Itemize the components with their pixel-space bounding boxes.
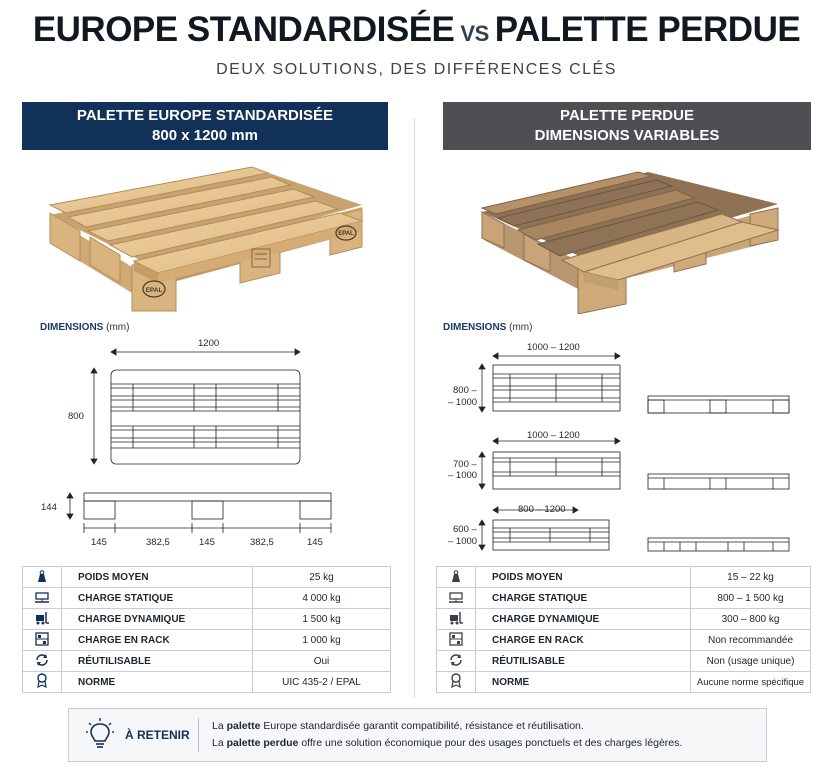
spec-label: RÉUTILISABLE xyxy=(62,651,253,672)
weight-icon xyxy=(437,567,476,588)
variant2-width-a: 700 – xyxy=(453,459,477,470)
left-dims-title: DIMENSIONS xyxy=(40,322,104,333)
dim-length-label: 1200 xyxy=(198,338,220,349)
forklift-icon xyxy=(23,609,62,630)
banner-perdue xyxy=(443,102,811,150)
rack-icon xyxy=(437,630,476,651)
perdue-pallet-image xyxy=(478,168,790,314)
table-row xyxy=(437,672,811,693)
left-dims-label xyxy=(40,322,129,333)
spec-label: CHARGE DYNAMIQUE xyxy=(62,609,253,630)
banner-europe xyxy=(22,102,388,150)
table-row xyxy=(23,609,391,630)
banner-perdue-title: PALETTE PERDUE xyxy=(560,107,694,124)
recycle-icon xyxy=(437,651,476,672)
table-row xyxy=(23,672,391,693)
spec-label: NORME xyxy=(476,672,691,693)
spec-label: NORME xyxy=(62,672,253,693)
variant1-width-a: 800 – xyxy=(453,385,477,396)
table-row xyxy=(23,630,391,651)
variant1-width-b: – 1000 xyxy=(448,397,478,408)
variant1-length: 1000 – 1200 xyxy=(527,342,580,353)
forklift-icon xyxy=(437,609,476,630)
epal-stamp-side: EPAL xyxy=(338,231,354,237)
table-row xyxy=(437,609,811,630)
spec-label: CHARGE EN RACK xyxy=(62,630,253,651)
variant2-width-b: – 1000 xyxy=(448,470,478,481)
spec-value: 300 – 800 kg xyxy=(691,609,811,630)
spec-label: CHARGE DYNAMIQUE xyxy=(476,609,691,630)
table-row xyxy=(437,567,811,588)
right-dims-title: DIMENSIONS xyxy=(443,322,507,333)
page-title xyxy=(0,10,833,50)
variant3-length: 800 – 1200 xyxy=(518,504,566,515)
dim-gap-2: 382,5 xyxy=(250,537,274,548)
table-row xyxy=(437,651,811,672)
variant3-width-a: 600 – xyxy=(453,524,477,535)
dim-gap-1: 382,5 xyxy=(146,537,170,548)
title-vs: VS xyxy=(460,21,489,46)
left-dims-unit: (mm) xyxy=(106,322,130,333)
table-row xyxy=(23,588,391,609)
title-right: PALETTE PERDUE xyxy=(494,10,801,49)
dim-height-label: 144 xyxy=(41,502,57,513)
spec-value: 800 – 1 500 kg xyxy=(691,588,811,609)
retenir-separator xyxy=(198,718,199,752)
europe-pallet-image xyxy=(40,165,380,317)
table-row xyxy=(23,651,391,672)
dim-foot-2: 145 xyxy=(199,537,215,548)
rack-icon xyxy=(23,630,62,651)
banner-europe-size: 800 x 1200 mm xyxy=(152,127,258,144)
epal-stamp-front: EPAL xyxy=(145,287,163,294)
spec-label: RÉUTILISABLE xyxy=(476,651,691,672)
scale-icon xyxy=(23,588,62,609)
europe-specs-table xyxy=(22,566,391,693)
retenir-line1-pre: La xyxy=(212,720,224,732)
retenir-line1-post: Europe standardisée garantit compatibilité, résistance et réutilisation. xyxy=(263,720,584,732)
scale-icon xyxy=(437,588,476,609)
title-left: EUROPE STANDARDISÉE xyxy=(32,10,455,49)
spec-value: Non recommandée xyxy=(691,630,811,651)
variant3-width-b: – 1000 xyxy=(448,536,478,547)
variant2-length: 1000 – 1200 xyxy=(527,430,580,441)
spec-value: Oui xyxy=(253,651,391,672)
spec-label: CHARGE STATIQUE xyxy=(62,588,253,609)
perdue-dimension-drawings xyxy=(470,348,800,558)
spec-value: 4 000 kg xyxy=(253,588,391,609)
table-row xyxy=(23,567,391,588)
spec-value: 1 500 kg xyxy=(253,609,391,630)
spec-label: CHARGE STATIQUE xyxy=(476,588,691,609)
retenir-line-1 xyxy=(212,720,584,732)
banner-perdue-size: DIMENSIONS VARIABLES xyxy=(534,127,720,144)
retenir-title: À RETENIR xyxy=(125,728,190,742)
weight-icon xyxy=(23,567,62,588)
dim-foot-1: 145 xyxy=(91,537,107,548)
spec-label: POIDS MOYEN xyxy=(476,567,691,588)
table-row xyxy=(437,630,811,651)
recycle-icon xyxy=(23,651,62,672)
spec-value: Non (usage unique) xyxy=(691,651,811,672)
spec-label: CHARGE EN RACK xyxy=(476,630,691,651)
europe-dimension-drawing xyxy=(60,336,350,551)
retenir-line-2 xyxy=(212,737,682,749)
spec-value: Aucune norme spécifique xyxy=(691,672,811,693)
column-divider xyxy=(414,118,415,698)
spec-value: UIC 435-2 / EPAL xyxy=(253,672,391,693)
right-dims-unit: (mm) xyxy=(509,322,533,333)
retenir-line1-bold: palette xyxy=(226,720,261,732)
page-subtitle: DEUX SOLUTIONS, DES DIFFÉRENCES CLÉS xyxy=(216,61,617,78)
banner-europe-title: PALETTE EUROPE STANDARDISÉE xyxy=(76,107,334,124)
dim-foot-3: 145 xyxy=(307,537,323,548)
retenir-line2-pre: La xyxy=(212,737,224,749)
retenir-line2-post: offre une solution économique pour des usages ponctuels et des charges légères. xyxy=(301,737,683,749)
spec-value: 15 – 22 kg xyxy=(691,567,811,588)
table-row xyxy=(437,588,811,609)
spec-value: 1 000 kg xyxy=(253,630,391,651)
spec-value: 25 kg xyxy=(253,567,391,588)
retenir-line2-bold: palette perdue xyxy=(226,737,299,749)
certificate-icon xyxy=(437,672,476,693)
spec-label: POIDS MOYEN xyxy=(62,567,253,588)
right-dims-label xyxy=(443,322,532,333)
lightbulb-icon xyxy=(86,718,114,752)
dim-width-label: 800 xyxy=(68,411,84,422)
certificate-icon xyxy=(23,672,62,693)
perdue-specs-table xyxy=(436,566,811,693)
